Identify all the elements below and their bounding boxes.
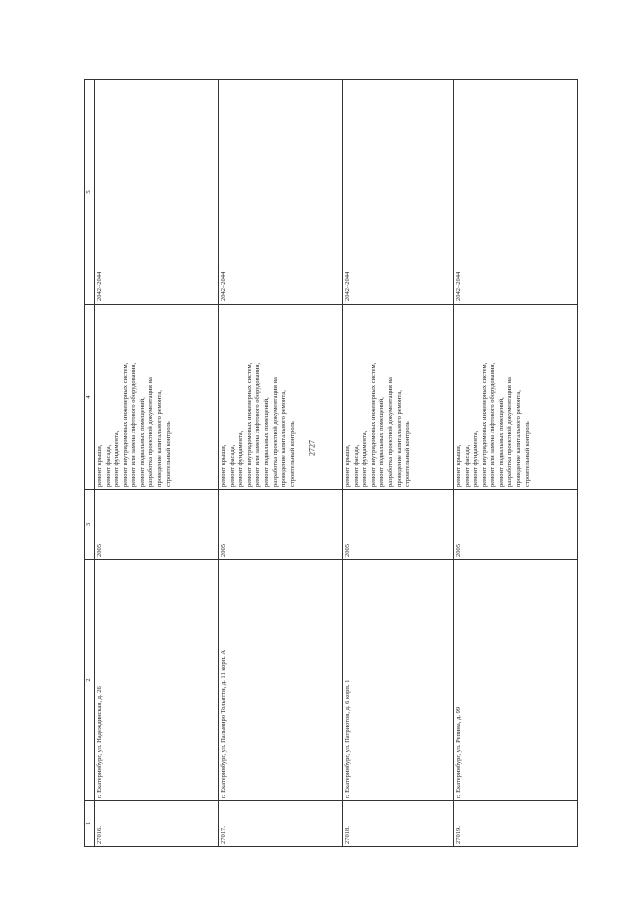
work-item: ремонт фасада, <box>228 444 236 487</box>
column-header-4: 4 <box>85 305 95 490</box>
row-number: 27016. <box>95 801 219 847</box>
works-cell <box>95 305 219 490</box>
work-item: ремонт или замена лифтового оборудования, <box>489 362 497 487</box>
work-item: ремонт подвальных помещений, <box>262 397 270 487</box>
column-header-2: 2 <box>85 560 95 801</box>
works-cell <box>219 305 343 490</box>
work-item: ремонт внутридомовых инженерных систем, <box>121 362 129 487</box>
repair-schedule-table <box>84 79 578 847</box>
row-number: 27019. <box>453 801 577 847</box>
work-item: ремонт подвальных помещений, <box>497 397 505 487</box>
work-item: ремонт крыши, <box>454 444 462 487</box>
work-item: ремонт фундамента, <box>237 430 245 487</box>
work-item: ремонт фасада, <box>352 444 360 487</box>
address-cell: г. Екатеринбург, ул. Пальмиро Тольятти, д. 11 корп. А <box>219 560 343 801</box>
rotated-table-wrapper <box>84 80 578 847</box>
work-item: ремонт крыши, <box>220 444 228 487</box>
work-item: ремонт фундамента, <box>472 430 480 487</box>
period-cell: 2042–2044 <box>453 80 577 305</box>
document-table-region <box>84 80 578 847</box>
work-item: ремонт подвальных помещений, <box>138 397 146 487</box>
year-built-cell: 2005 <box>343 490 454 560</box>
work-item: разработка проектной документации на <box>387 377 395 487</box>
work-item: проведение капитального ремонта, <box>395 390 403 487</box>
column-header-1: 1 <box>85 801 95 847</box>
year-built-cell: 2005 <box>219 490 343 560</box>
period-cell: 2042–2044 <box>95 80 219 305</box>
column-header-3: 3 <box>85 490 95 560</box>
page-number: 2727 <box>307 440 317 456</box>
work-item: проведение капитального ремонта, <box>280 390 288 487</box>
table-row <box>219 80 343 847</box>
work-item: ремонт внутридомовых инженерных систем, <box>480 362 488 487</box>
work-item: ремонт или замена лифтового оборудования, <box>254 362 262 487</box>
address-cell: г. Екатеринбург, ул. Патриотов, д. 6 корп. 1 <box>343 560 454 801</box>
work-item: ремонт внутридомовых инженерных систем, <box>245 362 253 487</box>
work-item: ремонт крыши, <box>344 444 352 487</box>
work-item: ремонт внутридомовых инженерных систем, <box>369 362 377 487</box>
address-cell: г. Екатеринбург, ул. Надеждинская, д. 26 <box>95 560 219 801</box>
work-item: проведение капитального ремонта, <box>514 390 522 487</box>
table-row <box>453 80 577 847</box>
works-cell <box>343 305 454 490</box>
year-built-cell: 2005 <box>95 490 219 560</box>
work-item: ремонт фундамента, <box>113 430 121 487</box>
work-item: ремонт фасада, <box>104 444 112 487</box>
work-item: разработка проектной документации на <box>506 377 514 487</box>
address-cell: г. Екатеринбург, ул. Репина, д. 99 <box>453 560 577 801</box>
work-item: строительный контроль <box>523 421 531 487</box>
period-cell: 2042–2044 <box>219 80 343 305</box>
work-item: строительный контроль <box>288 421 296 487</box>
work-item: разработка проектной документации на <box>271 377 279 487</box>
work-item: ремонт или замена лифтового оборудования, <box>130 362 138 487</box>
table-row <box>95 80 219 847</box>
works-cell <box>453 305 577 490</box>
year-built-cell: 2005 <box>453 490 577 560</box>
work-item: проведение капитального ремонта, <box>156 390 164 487</box>
work-item: строительный контроль <box>164 421 172 487</box>
row-number: 27018. <box>343 801 454 847</box>
work-item: разработка проектной документации на <box>147 377 155 487</box>
column-number-row <box>85 80 95 847</box>
row-number: 27017. <box>219 801 343 847</box>
work-item: ремонт крыши, <box>96 444 103 487</box>
work-item: ремонт фундамента, <box>361 430 369 487</box>
work-item: строительный контроль <box>404 421 412 487</box>
table-row <box>343 80 454 847</box>
period-cell: 2042–2044 <box>343 80 454 305</box>
work-item: ремонт фасада, <box>463 444 471 487</box>
work-item: ремонт подвальных помещений, <box>378 397 386 487</box>
column-header-5: 5 <box>85 80 95 305</box>
